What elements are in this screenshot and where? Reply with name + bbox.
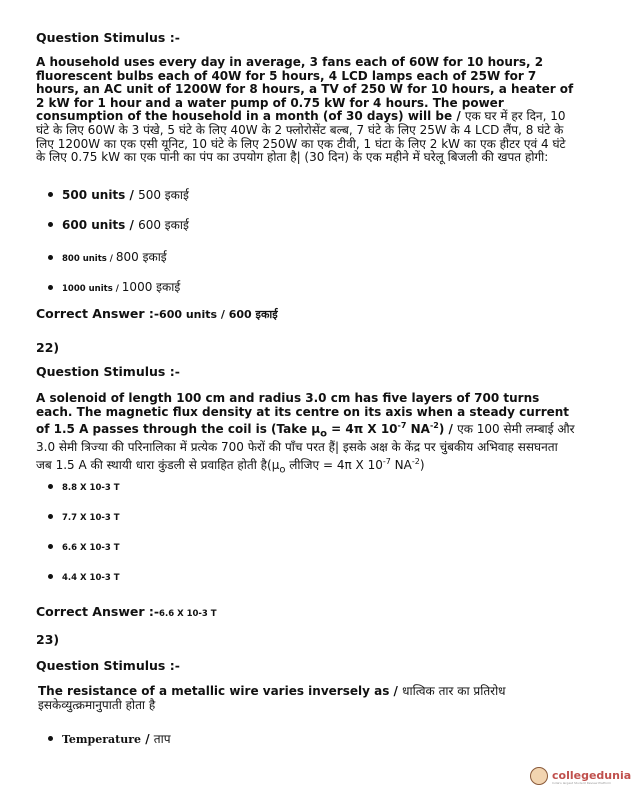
q22-option-1[interactable]: 8.8 X 10-3 T bbox=[48, 483, 120, 493]
q22-number: 22) bbox=[36, 340, 60, 355]
collegedunia-logo: collegedunia India's largest Student Review Platform bbox=[530, 766, 610, 786]
bullet-icon bbox=[48, 222, 53, 227]
q22-stimulus-hi: एक 100 सेमी लम्बाई और 3.0 सेमी त्रिज्या की परिनालिका में प्रत्येक 700 फेरों की पाँच परत हैं| इसके अक्ष के केंद्र पर चुंबकीय अभिवाह ससघनता जब 1.5 A की स्थायी धारा कुंडली से प्रवाहित होती $है(\mu_o$ लीजिए = 4π X $10^{-7}$ $NA^{-2}$) bbox=[36, 422, 575, 476]
q21-correct-value: 600 units / 600 इकाई bbox=[159, 308, 278, 321]
q23-number: 23) bbox=[36, 632, 60, 647]
q22-option-2[interactable]: 7.7 X 10-3 T bbox=[48, 513, 120, 523]
q23-stimulus-label: Question Stimulus :- bbox=[36, 658, 180, 673]
bullet-icon bbox=[48, 192, 53, 197]
q22-option-4[interactable]: 4.4 X 10-3 T bbox=[48, 573, 120, 583]
q22-stimulus-label: Question Stimulus :- bbox=[36, 364, 180, 379]
q21-correct-answer: Correct Answer :-600 units / 600 इकाई bbox=[36, 306, 278, 321]
bullet-icon bbox=[48, 544, 53, 549]
bullet-icon bbox=[48, 484, 53, 489]
q21-option-2[interactable]: 600 units / 600 इकाई bbox=[48, 216, 189, 233]
q22-option-3[interactable]: 6.6 X 10-3 T bbox=[48, 543, 120, 553]
mascot-icon bbox=[530, 767, 548, 785]
q21-option-1[interactable]: 500 units / 500 इकाई bbox=[48, 186, 189, 203]
bullet-icon bbox=[48, 736, 53, 741]
q23-stimulus: The resistance of a metallic wire varies inversely as / धात्विक तार का प्रतिरोध इसकेव्युत्क्रमानुपाती होता है bbox=[38, 684, 506, 712]
q22-correct-answer: Correct Answer :-6.6 X 10-3 T bbox=[36, 604, 217, 619]
bullet-icon bbox=[48, 285, 53, 290]
q22-correct-value: 6.6 X 10-3 T bbox=[159, 609, 217, 619]
bullet-icon bbox=[48, 574, 53, 579]
q21-option-3[interactable]: 800 units / 800 इकाई bbox=[48, 248, 167, 265]
q21-stimulus-en: A household uses every day in average, 3 fans each of 60W for 10 hours, 2 fluorescent bulbs each of 40W for 5 hours, 4 LCD lamps each of 25W for 7 hours, an AC unit of 1200W for 8 hours, a TV of 250 W for 10 hours, a heater of 2 kW for 1 hour and a water pump of 0.75 kW for 4 hours. The power consumption of the household in a month (of 30 days) will be / bbox=[36, 55, 574, 124]
q21-stimulus-label: Question Stimulus :- bbox=[36, 30, 180, 45]
q23-option-1[interactable]: Temperature / ताप bbox=[48, 730, 171, 747]
q22-stimulus: A solenoid of length 100 cm and radius 3.0 cm has five layers of 700 turns each. The magnetic flux density at its centre on its axis when a steady current of 1.5 A passes through the coil is (Take $\mu_o = 4\pi$ X $10^{-7}$ $NA^{-2}$) / एक 100 सेमी लम्बाई और 3.0 सेमी त्रिज्या की परिनालिका में प्रत्येक 700 फेरों की पाँच परत हैं| इसके अक्ष के केंद्र पर चुंबकीय अभिवाह ससघनता जब 1.5 A की स्थायी धारा कुंडली से प्रवाहित होती $है(\mu_o$ लीजिए = 4π X $10^{-7}$ $NA^{-2}$) bbox=[36, 391, 575, 476]
q21-stimulus bbox=[36, 56, 576, 165]
q21-stimulus-hi: एक घर में हर दिन, 10 घंटे के लिए 60W के 3 पंखे, 5 घंटे के लिए 40W के 2 फ्लोरोसेंट बल्ब, 7 घंटे के लिए 25W के 4 LCD लैंप, 8 घंटे के लिए 1200W का एक एसी यूनिट, 10 घंटे के लिए 250W का एक टीवी, 1 घंटा के लिए 2 kW का एक हीटर एवं 4 घंटे के लिए 0.75 kW का एक पानी का पंप का उपयोग होता है| (30 दिन) के एक महीने में घरेलू बिजली की खपत होगी: bbox=[36, 109, 566, 165]
q21-option-4[interactable]: 1000 units / 1000 इकाई bbox=[48, 278, 180, 295]
bullet-icon bbox=[48, 514, 53, 519]
bullet-icon bbox=[48, 255, 53, 260]
